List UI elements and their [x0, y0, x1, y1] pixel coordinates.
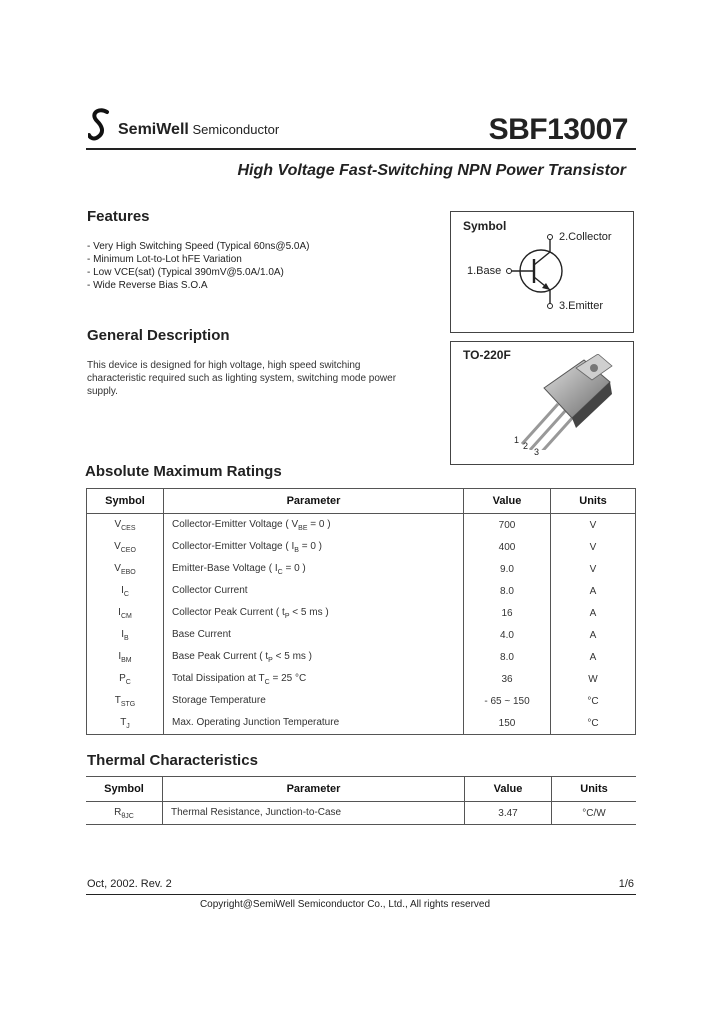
parameter-text: Base Current: [172, 628, 231, 640]
table-row: [87, 580, 636, 602]
feature-item: - Very High Switching Speed (Typical 60ns@5.0A): [87, 241, 310, 252]
symbol-subscript: STG: [120, 700, 136, 708]
features-heading: Features: [87, 208, 150, 225]
parameter-cell: [164, 690, 464, 712]
parameter-cell: [163, 802, 465, 825]
table-header-row: [87, 489, 636, 514]
symbol-subscript: θJC: [121, 812, 134, 820]
unit-cell: °C: [551, 712, 636, 735]
unit-cell: V: [551, 558, 636, 580]
pin-label: 2: [523, 441, 529, 451]
value-cell: 4.0: [464, 624, 551, 646]
symbol-subscript: CEO: [120, 546, 136, 554]
absolute-max-body: [87, 514, 636, 735]
symbol-title: Symbol: [463, 219, 507, 233]
table-row: [87, 536, 636, 558]
column-header: Symbol: [86, 777, 163, 802]
npn-transistor-symbol-icon: [506, 234, 566, 314]
brand-rest: Semiconductor: [188, 122, 280, 137]
parameter-tail: = 0 ): [298, 540, 323, 552]
table-row: [87, 668, 636, 690]
page-number: 1/6: [618, 878, 634, 890]
symbol-letter: P: [119, 672, 126, 684]
parameter-cell: [164, 514, 464, 537]
symbol-cell: [87, 580, 164, 602]
value-cell: 9.0: [464, 558, 551, 580]
thermal-body: [86, 802, 636, 825]
symbol-subscript: B: [124, 634, 129, 642]
value-cell: 8.0: [464, 580, 551, 602]
column-header: Units: [551, 489, 636, 514]
pin-label: 3: [534, 447, 540, 457]
unit-cell: °C/W: [552, 802, 637, 825]
package-title: TO-220F: [463, 348, 511, 362]
symbol-letter: I: [121, 628, 125, 640]
value-cell: 400: [464, 536, 551, 558]
symbol-letter: T: [114, 694, 121, 706]
parameter-cell: [164, 602, 464, 624]
unit-cell: °C: [551, 690, 636, 712]
value-cell: - 65 ~ 150: [464, 690, 551, 712]
parameter-cell: [164, 536, 464, 558]
symbol-cell: [87, 646, 164, 668]
thermal-heading: Thermal Characteristics: [87, 752, 258, 769]
unit-cell: V: [551, 536, 636, 558]
parameter-subscript: P: [284, 612, 290, 620]
symbol-cell: [87, 690, 164, 712]
symbol-subscript: C: [123, 590, 129, 598]
value-cell: 8.0: [464, 646, 551, 668]
description-heading: General Description: [87, 327, 230, 344]
column-header: Parameter: [164, 489, 464, 514]
unit-cell: A: [551, 580, 636, 602]
parameter-text: Thermal Resistance, Junction-to-Case: [171, 806, 342, 818]
symbol-letter: V: [114, 518, 122, 530]
feature-item: - Minimum Lot-to-Lot hFE Variation: [87, 254, 242, 265]
symbol-subscript: CM: [120, 612, 132, 620]
symbol-letter: V: [114, 540, 121, 552]
parameter-subscript: C: [264, 678, 270, 686]
brand-bold: SemiWell: [118, 121, 189, 138]
document-subtitle: High Voltage Fast-Switching NPN Power Transistor: [237, 162, 626, 179]
column-header: Parameter: [163, 777, 465, 802]
value-cell: 16: [464, 602, 551, 624]
parameter-cell: [164, 712, 464, 735]
parameter-tail: < 5 ms ): [289, 606, 329, 618]
description-text: This device is designed for high voltage, high speed switching characteristic required such as lighting system, switching mode power supply.: [87, 360, 397, 397]
value-cell: 700: [464, 514, 551, 537]
parameter-text: Collector-Emitter Voltage ( V: [172, 518, 299, 530]
base-label: 1.Base: [467, 265, 502, 277]
parameter-cell: [164, 646, 464, 668]
table-row: [86, 802, 636, 825]
unit-cell: A: [551, 602, 636, 624]
symbol-cell: [87, 624, 164, 646]
header-rule: [86, 148, 636, 150]
parameter-text: Max. Operating Junction Temperature: [172, 716, 340, 728]
parameter-tail: = 0 ): [307, 518, 331, 530]
parameter-cell: [164, 580, 464, 602]
package-box: [450, 341, 634, 465]
brand-name: [118, 121, 279, 139]
footer-date: Oct, 2002. Rev. 2: [87, 878, 172, 890]
parameter-cell: [164, 624, 464, 646]
symbol-box: [450, 211, 634, 333]
parameter-cell: [164, 558, 464, 580]
symbol-subscript: BM: [121, 656, 132, 664]
parameter-cell: [164, 668, 464, 690]
symbol-subscript: CES: [121, 524, 136, 532]
column-header: Units: [552, 777, 637, 802]
parameter-text: Base Peak Current ( t: [172, 650, 269, 662]
parameter-subscript: BE: [298, 524, 308, 532]
copyright-text: Copyright@SemiWell Semiconductor Co., Ltd., All rights reserved: [199, 899, 491, 910]
to220f-package-icon: [506, 354, 616, 450]
value-cell: 3.47: [465, 802, 552, 825]
pin-label: 1: [514, 435, 520, 445]
absolute-max-heading: Absolute Maximum Ratings: [85, 463, 282, 480]
table-row: [87, 558, 636, 580]
table-row: [87, 690, 636, 712]
feature-item: - Wide Reverse Bias S.O.A: [87, 280, 208, 291]
symbol-cell: [86, 802, 163, 825]
unit-cell: A: [551, 646, 636, 668]
symbol-letter: I: [118, 650, 122, 662]
symbol-letter: T: [120, 716, 127, 728]
symbol-cell: [87, 712, 164, 735]
symbol-letter: R: [114, 806, 122, 818]
symbol-cell: [87, 514, 164, 537]
absolute-max-table: [86, 488, 636, 735]
column-header: Value: [464, 489, 551, 514]
symbol-letter: I: [121, 584, 124, 596]
unit-cell: V: [551, 514, 636, 537]
table-row: [87, 602, 636, 624]
features-list: [87, 240, 309, 292]
parameter-tail: = 25 °C: [269, 672, 307, 684]
parameter-text: Total Dissipation at T: [172, 672, 265, 684]
collector-label: 2.Collector: [559, 231, 612, 243]
table-row: [87, 514, 636, 537]
symbol-subscript: C: [125, 678, 131, 686]
parameter-tail: < 5 ms ): [272, 650, 313, 662]
parameter-text: Collector Peak Current ( t: [172, 606, 285, 618]
footer-rule: [86, 894, 636, 895]
parameter-text: Storage Temperature: [172, 694, 266, 706]
value-cell: 150: [464, 712, 551, 735]
value-cell: 36: [464, 668, 551, 690]
parameter-text: Collector Current: [172, 584, 248, 596]
symbol-letter: V: [114, 562, 121, 574]
column-header: Symbol: [87, 489, 164, 514]
table-row: [87, 646, 636, 668]
symbol-cell: [87, 558, 164, 580]
table-row: [87, 624, 636, 646]
semiwell-logo-icon: [88, 108, 114, 142]
thermal-table: [86, 776, 636, 825]
parameter-subscript: C: [277, 568, 283, 576]
symbol-subscript: EBO: [120, 568, 136, 576]
unit-cell: A: [551, 624, 636, 646]
table-header-row: [86, 777, 636, 802]
table-row: [87, 712, 636, 735]
parameter-subscript: P: [268, 656, 273, 664]
parameter-tail: = 0 ): [282, 562, 306, 574]
column-header: Value: [465, 777, 552, 802]
symbol-letter: I: [118, 606, 121, 618]
unit-cell: W: [551, 668, 636, 690]
symbol-cell: [87, 536, 164, 558]
parameter-subscript: B: [294, 546, 299, 554]
part-number: SBF13007: [488, 113, 628, 146]
symbol-cell: [87, 602, 164, 624]
parameter-text: Emitter-Base Voltage ( I: [172, 562, 278, 574]
feature-item: - Low VCE(sat) (Typical 390mV@5.0A/1.0A): [87, 267, 284, 278]
symbol-subscript: J: [126, 722, 130, 730]
emitter-label: 3.Emitter: [559, 300, 604, 312]
symbol-cell: [87, 668, 164, 690]
parameter-text: Collector-Emitter Voltage ( I: [172, 540, 295, 552]
